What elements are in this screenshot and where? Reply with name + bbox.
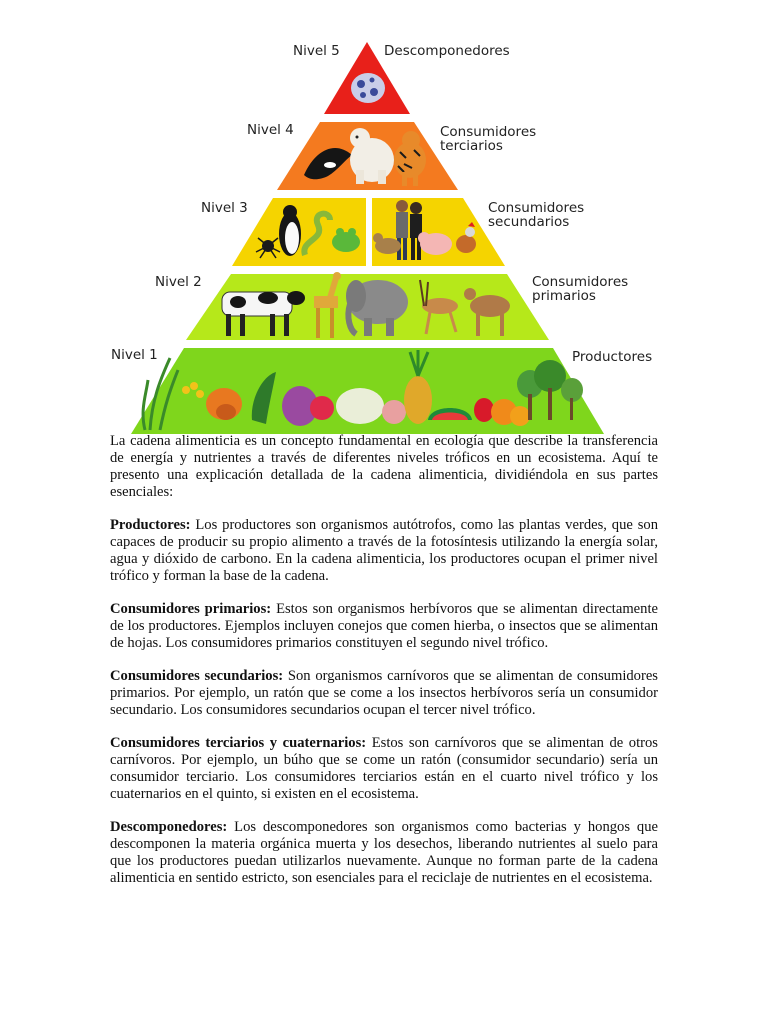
section-term: Productores: bbox=[110, 517, 191, 533]
section-term: Consumidores primarios: bbox=[110, 601, 272, 617]
level-4-role-label: Consumidores terciarios bbox=[440, 124, 537, 154]
level-1-role-label: Productores bbox=[572, 349, 653, 365]
section-text: Estos son carnívoros que se alimentan de otros carnívoros. Por ejemplo, un búho que se come un ratón (consumidor secundario) sería un consumidor terciario. Los consumidores terciarios están en el cuarto nivel trófico y los cuaternarios en el quinto, si existen en el ecosistema. bbox=[110, 735, 658, 802]
level-3-role-label: Consumidores secundarios bbox=[488, 200, 585, 230]
level-2-role-label: Consumidores primarios bbox=[532, 274, 629, 304]
pyramid-level-3-right bbox=[372, 198, 505, 266]
level-5-role-label: Descomponedores bbox=[384, 43, 510, 59]
level-4-label: Nivel 4 bbox=[247, 122, 294, 138]
level-1-label: Nivel 1 bbox=[111, 347, 158, 363]
section-text: Son organismos carnívoros que se alimentan de consumidores primarios. Por ejemplo, un ratón que se come a los insectos herbívoros sería un consumidor secundario. Los consumidores secundarios ocupan el tercer nivel trófico. bbox=[110, 668, 658, 718]
section-primary-consumers bbox=[110, 601, 658, 652]
level-3-label: Nivel 3 bbox=[201, 200, 248, 216]
level-5-label: Nivel 5 bbox=[293, 43, 340, 59]
section-tertiary-consumers bbox=[110, 735, 658, 803]
level-2-label: Nivel 2 bbox=[155, 274, 202, 290]
section-term: Consumidores secundarios: bbox=[110, 668, 284, 684]
intro-paragraph: La cadena alimenticia es un concepto fundamental en ecología que describe la transferencia de energía y nutrientes a través de diferentes niveles tróficos en un ecosistema. Aquí te presento una explicación detallada de la cadena alimenticia, dividiéndola en sus partes esenciales: bbox=[110, 433, 658, 500]
section-decomposers bbox=[110, 819, 658, 887]
section-producers bbox=[110, 517, 658, 585]
document-body bbox=[110, 433, 658, 903]
food-pyramid-graphic bbox=[0, 0, 768, 436]
section-text: Estos son organismos herbívoros que se alimentan directamente de los productores. Ejemplos incluyen conejos que comen hierba, o insectos que se alimentan de hojas. Los consumidores primarios constituyen el segundo nivel trófico. bbox=[110, 601, 658, 651]
food-pyramid bbox=[0, 0, 768, 436]
microbe-icon bbox=[351, 73, 385, 103]
section-term: Descomponedores: bbox=[110, 819, 228, 835]
section-term: Consumidores terciarios y cuaternarios: bbox=[110, 735, 367, 751]
section-text: Los descomponedores son organismos como bacterias y hongos que descomponen la materia orgánica muerta y los desechos, liberando nutrientes al suelo para que los productores puedan utilizarlos nuevamente. Aunque no forman parte de la cadena alimenticia en sentido estricto, son esenciales para el reciclaje de nutrientes en el ecosistema. bbox=[110, 819, 658, 886]
section-text: Los productores son organismos autótrofos, como las plantas verdes, que son capaces de producir su propio alimento a través de la fotosíntesis utilizando la energía solar, agua y dióxido de carbono. En la cadena alimenticia, los productores ocupan el primer nivel trófico y forman la base de la cadena. bbox=[110, 517, 658, 584]
section-secondary-consumers bbox=[110, 668, 658, 719]
